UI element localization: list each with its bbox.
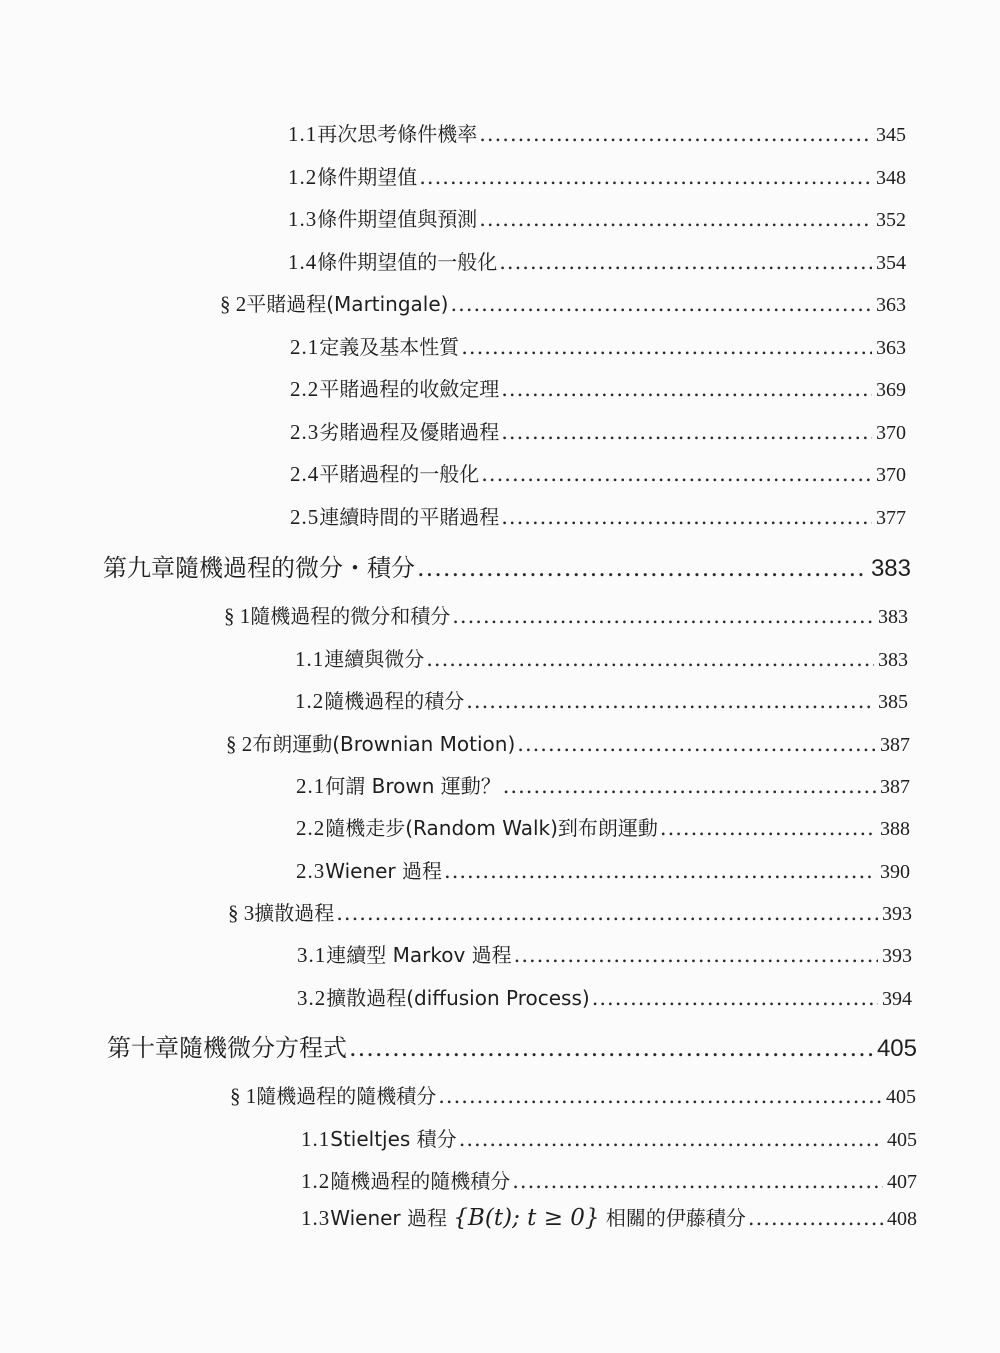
entry-page: 408 [887,1208,917,1230]
entry-number: 1.1 [288,122,318,146]
toc-entry[interactable] [296,770,910,799]
section-number: § 1 [224,604,251,628]
entry-title: 擴散過程 [254,901,335,925]
leader-dots [499,250,872,274]
toc-entry[interactable] [297,982,912,1011]
chapter-heading[interactable] [103,548,911,583]
entry-number: 1.2 [301,1169,331,1193]
entry-number: 3.2 [297,986,327,1010]
entry-title-prefix: Wiener 過程 [330,1206,448,1230]
entry-page: 363 [876,294,906,316]
entry-title: 平賭過程的一般化 [319,462,480,486]
leader-dots [349,1034,873,1062]
entry-number: 2.3 [296,859,326,883]
entry-title: 平賭過程的收斂定理 [319,377,500,401]
chapter-page: 383 [870,555,911,582]
entry-page: 369 [876,379,906,401]
chapter-number: 第九章 [103,554,175,582]
entry-number: 1.3 [301,1206,331,1230]
entry-page: 394 [882,988,912,1010]
toc-entry[interactable] [290,458,906,487]
entry-number: 1.1 [301,1127,331,1151]
leader-dots [444,859,876,883]
entry-number: 2.2 [296,816,326,840]
entry-page: 405 [887,1129,917,1151]
entry-title: 再次思考條件機率 [317,122,478,146]
entry-title: 隨機過程的隨機積分 [256,1084,437,1108]
entry-page: 387 [880,734,910,756]
toc-entry[interactable] [288,118,906,147]
section-number: § 3 [228,901,255,925]
entry-number: 2.2 [290,377,320,401]
entry-title: 布朗運動(Brownian Motion) [252,732,516,756]
entry-number: 2.1 [290,335,320,359]
toc-entry[interactable] [301,1123,917,1152]
chapter-heading[interactable] [107,1028,917,1063]
entry-number: 1.2 [288,165,318,189]
entry-page: 354 [876,252,906,274]
entry-page: 390 [880,861,910,883]
entry-number: 1.2 [295,689,325,713]
entry-page: 387 [880,776,910,798]
section-number: § 2 [220,292,247,316]
section-number: § 1 [230,1084,257,1108]
entry-number: 1.4 [288,250,318,274]
chapter-title: 隨機微分方程式 [179,1034,347,1062]
toc-entry[interactable] [290,373,906,402]
entry-title: 何謂 Brown 運動？ [325,774,501,798]
entry-page: 377 [876,507,906,529]
leader-dots [466,689,874,713]
entry-number: 3.1 [297,943,327,967]
entry-page: 407 [887,1171,917,1193]
entry-title: 條件期望值與預測 [317,207,478,231]
entry-title: Wiener 過程 [325,859,443,883]
entry-title: 連續型 Markov 過程 [326,943,512,967]
entry-page: 385 [878,691,908,713]
entry-page: 370 [876,422,906,444]
entry-title: 隨機過程的隨機積分 [330,1169,511,1193]
entry-page: 370 [876,464,906,486]
leader-dots [514,943,878,967]
leader-dots [452,604,874,628]
leader-dots [481,462,872,486]
entry-page: 405 [886,1086,916,1108]
entry-page: 363 [876,337,906,359]
entry-title: 連續與微分 [324,647,425,671]
leader-dots [512,1169,883,1193]
entry-title: 定義及基本性質 [319,335,460,359]
chapter-title: 隨機過程的微分・積分 [175,554,415,582]
toc-entry[interactable] [288,246,906,275]
toc-entry[interactable] [290,331,906,360]
entry-page: 388 [880,818,910,840]
entry-title: 條件期望值的一般化 [317,250,498,274]
leader-dots [660,816,876,840]
entry-page: 393 [882,945,912,967]
leader-dots [479,122,872,146]
entry-title: 連續時間的平賭過程 [319,505,500,529]
toc-entry[interactable] [226,728,910,757]
toc-entry[interactable] [230,1080,916,1109]
leader-dots [501,420,872,444]
entry-title: 擴散過程(diffusion Process) [326,986,590,1010]
leader-dots [501,505,872,529]
chapter-number: 第十章 [107,1034,179,1062]
entry-title-math: {B(t); t ≥ 0} [453,1205,600,1231]
leader-dots [419,165,872,189]
toc-entry[interactable] [295,685,908,714]
entry-page: 345 [876,124,906,146]
entry-page: 393 [882,903,912,925]
entry-number: 1.1 [295,647,325,671]
entry-title: 隨機走步(Random Walk)到布朗運動 [325,816,658,840]
toc-entry[interactable] [301,1202,917,1231]
entry-title: 隨機過程的積分 [324,689,465,713]
toc-entry[interactable] [295,643,908,672]
entry-page: 348 [876,167,906,189]
entry-title [330,1202,746,1231]
toc-entry[interactable] [296,812,910,841]
leader-dots [426,647,874,671]
leader-dots [459,1127,883,1151]
leader-dots [501,377,872,401]
toc-entry[interactable] [288,203,906,232]
leader-dots [479,207,872,231]
leader-dots [438,1084,882,1108]
chapter-page: 405 [876,1035,917,1062]
leader-dots [592,986,878,1010]
leader-dots [748,1206,883,1230]
leader-dots [417,554,867,582]
entry-title: 隨機過程的微分和積分 [250,604,451,628]
leader-dots [517,732,876,756]
toc-entry[interactable] [224,600,908,629]
leader-dots [503,774,876,798]
entry-title: 條件期望值 [317,165,418,189]
entry-number: 1.3 [288,207,318,231]
entry-title: Stieltjes 積分 [330,1127,457,1151]
leader-dots [450,292,872,316]
toc-entry[interactable] [290,501,906,530]
toc-entry[interactable] [297,939,912,968]
section-number: § 2 [226,732,253,756]
entry-page: 383 [878,649,908,671]
entry-title: 平賭過程(Martingale) [246,292,449,316]
leader-dots [336,901,878,925]
leader-dots [461,335,872,359]
entry-page: 383 [878,606,908,628]
entry-title: 劣賭過程及優賭過程 [319,420,500,444]
toc-entry[interactable] [290,416,906,445]
toc-entry[interactable] [288,161,906,190]
entry-number: 2.3 [290,420,320,444]
toc-entry[interactable] [296,855,910,884]
entry-number: 2.5 [290,505,320,529]
entry-page: 352 [876,209,906,231]
toc-entry[interactable] [301,1165,917,1194]
toc-entry[interactable] [220,288,906,317]
entry-number: 2.1 [296,774,326,798]
toc-entry[interactable] [228,897,912,926]
entry-title-suffix: 相關的伊藤積分 [605,1206,746,1230]
entry-number: 2.4 [290,462,320,486]
